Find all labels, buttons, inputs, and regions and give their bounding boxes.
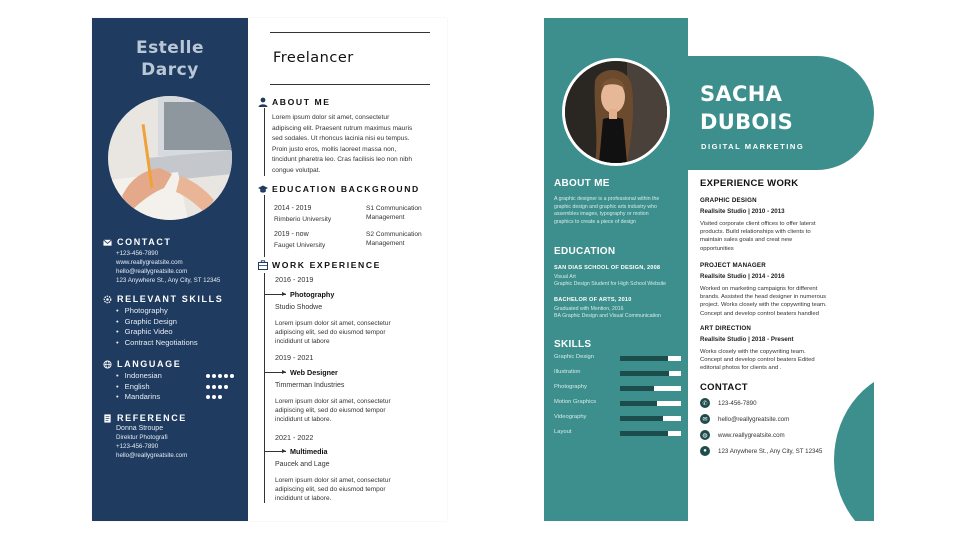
contact-address: 123 Anywhere St., Any City, ST 12345 [116, 277, 221, 284]
timeline-line [264, 195, 265, 257]
contact-email: ✉ hello@reallygreatsite.com [700, 414, 789, 424]
skill-bar [620, 416, 681, 421]
work-company: Studio Shodwe [275, 304, 323, 311]
skill-bar-fill [620, 401, 657, 406]
reference-email: hello@reallygreatsite.com [116, 452, 188, 459]
skill-row [554, 414, 682, 422]
education-school: BACHELOR OF ARTS, 2010 [554, 297, 632, 303]
globe-icon [103, 360, 112, 369]
list-item: • Graphic Video [116, 327, 198, 338]
education-title: EDUCATION [554, 246, 616, 257]
language-list [116, 371, 162, 403]
education-school: Fauget University [274, 242, 326, 249]
language-level-dots [206, 385, 228, 389]
language-title: LANGUAGE [103, 359, 181, 369]
skill-bar [620, 386, 681, 391]
education-detail: BA Graphic Design and Visual Communication [554, 313, 661, 319]
resume1-main [248, 18, 447, 521]
skill-bar [620, 371, 681, 376]
skill-bar-fill [620, 386, 654, 391]
work-title: WORK EXPERIENCE [258, 260, 381, 270]
timeline-arrow [282, 370, 286, 374]
contact-phone: ✆ 123-456-7890 [700, 398, 757, 408]
divider [270, 84, 430, 85]
skill-label: Motion Graphics [554, 399, 597, 405]
level-dot [218, 385, 222, 389]
skill-bar [620, 431, 681, 436]
first-name: SACHA [700, 82, 783, 106]
skill-bar-fill [620, 431, 668, 436]
about-text: A graphic designer is a professional within the graphic design and graphic arts industry who assembles images, typography or motion graphics to create a piece of design [554, 196, 660, 225]
skill-label: Illustration [554, 369, 581, 375]
level-dot [224, 374, 228, 378]
contact-website: ◍ www.reallygreatsite.com [700, 430, 785, 440]
education-title: EDUCATION BACKGROUND [258, 184, 420, 194]
work-years: 2021 - 2022 [275, 433, 314, 442]
document-icon [103, 414, 112, 423]
globe-icon: ◍ [700, 430, 710, 440]
job-description: Worked on marketing campaigns for different brands. Assisted the head designer in numerous project. Works closely with the copywriting team. Concept and develop control beaters handled [700, 286, 827, 317]
role-title: Freelancer [273, 50, 354, 66]
resume-sacha-dubois [544, 18, 874, 521]
skill-label: Videography [554, 414, 587, 420]
work-description: Lorem ipsum dolor sit amet, consectetur adipiscing elit, sed do eiusmod tempor incididunt ut labore. [275, 398, 391, 423]
list-item: • Photography [116, 306, 198, 317]
job-title: GRAPHIC DESIGN [700, 197, 757, 204]
contact-title: CONTACT [103, 237, 172, 247]
timeline-arrow [282, 449, 286, 453]
decorative-circle [834, 370, 874, 521]
skill-bar-fill [620, 371, 669, 376]
email-icon: ✉ [700, 414, 710, 424]
work-description: Lorem ipsum dolor sit amet, consectetur adipiscing elit, sed do eiusmod tempor incididunt ut labore [275, 320, 391, 345]
education-degree: Management [366, 240, 405, 247]
skill-bar-fill [620, 356, 668, 361]
level-dot [224, 385, 228, 389]
resume1-sidebar [92, 18, 248, 521]
education-degree: Management [366, 214, 405, 221]
contact-email: hello@reallygreatsite.com [116, 268, 188, 275]
contact-website: www.reallygreatsite.com [116, 259, 183, 266]
level-dot [212, 395, 216, 399]
reference-role: Direktur Photografi [116, 434, 168, 441]
reference-title: REFERENCE [103, 413, 187, 423]
list-item: • Indonesian [116, 371, 162, 382]
job-description: Works closely with the copywriting team. Concept and develop control beaters Edited editorial photos for clients and . [700, 349, 815, 372]
education-school: SAN DIAS SCHOOL OF DESIGN, 2008 [554, 265, 661, 271]
graduation-cap-icon [258, 184, 268, 194]
work-position: Web Designer [290, 368, 338, 377]
work-position: Photography [290, 290, 335, 299]
work-position: Multimedia [290, 447, 328, 456]
list-item: • Contract Negotiations [116, 338, 198, 349]
contact-address: ● 123 Anywhere St., Any City, ST 12345 [700, 446, 822, 456]
skill-row [554, 369, 682, 377]
job-company: Reallsite Studio | 2014 - 2016 [700, 273, 785, 280]
user-icon [258, 97, 268, 107]
contact-title: CONTACT [700, 382, 748, 393]
education-detail: Graphic Design Student for High School Website [554, 281, 667, 287]
education-years: 2019 - now [274, 231, 309, 238]
job-company: Reallsite Studio | 2010 - 2013 [700, 208, 785, 215]
skill-row [554, 399, 682, 407]
skill-bar-fill [620, 416, 663, 421]
reference-name: Donna Stroupe [116, 425, 164, 432]
list-item: • Graphic Design [116, 317, 198, 328]
email-icon [103, 238, 112, 247]
reference-phone: +123-456-7890 [116, 443, 159, 450]
education-detail: Visual Art [554, 274, 576, 280]
profile-photo [562, 58, 670, 166]
briefcase-icon [258, 260, 268, 270]
education-school: Rimberio University [274, 216, 332, 223]
gear-icon [103, 295, 112, 304]
education-years: 2014 - 2019 [274, 205, 312, 212]
skill-label: Graphic Design [554, 354, 594, 360]
about-text: Lorem ipsum dolor sit amet, consectetur adipiscing elit. Praesent rutrum maximus mauris sed sodales. Ut rhoncus lacinia nisi eu tempus. Proin justo eros, mollis laoreet massa non, tincidunt pharetra leo. Cras facilisis leo non nibh congue volutpat. [272, 114, 413, 174]
work-years: 2019 - 2021 [275, 353, 314, 362]
skills-title: RELEVANT SKILLS [103, 294, 223, 304]
profile-photo [108, 96, 232, 220]
work-description: Lorem ipsum dolor sit amet, consectetur adipiscing elit, sed do eiusmod tempor incididunt ut labore. [275, 477, 391, 502]
skill-row [554, 429, 682, 437]
work-years: 2016 - 2019 [275, 275, 314, 284]
level-dot [218, 374, 222, 378]
level-dot [206, 385, 210, 389]
work-company: Paucek and Lage [275, 461, 330, 468]
resume-estelle-darcy [92, 18, 447, 521]
about-title: ABOUT ME [258, 97, 331, 107]
list-item: • Mandarins [116, 392, 162, 403]
education-degree: S1 Communication [366, 205, 422, 212]
job-title: PROJECT MANAGER [700, 262, 766, 269]
level-dot [206, 395, 210, 399]
skill-row [554, 354, 682, 362]
education-detail: Graduated with Mention, 2016 [554, 306, 624, 312]
timeline-line [264, 108, 265, 176]
about-title: ABOUT ME [554, 178, 610, 189]
skill-bar [620, 356, 681, 361]
resume2-sidebar [544, 18, 688, 521]
list-item: • English [116, 382, 162, 393]
role-title: DIGITAL MARKETING [701, 142, 805, 151]
divider [270, 32, 430, 33]
job-description: Visited corporate client offices to offer laterst products. Build relationships with clients to maintain sales goals and creat new opportunities [700, 221, 816, 252]
language-level-dots [206, 395, 222, 399]
skills-title: SKILLS [554, 339, 592, 350]
location-icon: ● [700, 446, 710, 456]
skill-bar [620, 401, 681, 406]
level-dot [212, 374, 216, 378]
last-name: DUBOIS [700, 110, 794, 134]
contact-phone: +123-456-7890 [116, 250, 159, 257]
last-name: Darcy [141, 60, 199, 80]
skill-label: Layout [554, 429, 572, 435]
skill-row [554, 384, 682, 392]
level-dot [206, 374, 210, 378]
job-title: ART DIRECTION [700, 325, 752, 332]
experience-title: EXPERIENCE WORK [700, 178, 799, 189]
education-degree: S2 Communication [366, 231, 422, 238]
level-dot [212, 385, 216, 389]
language-level-dots [206, 374, 234, 378]
timeline-line [264, 273, 265, 503]
level-dot [218, 395, 222, 399]
level-dot [230, 374, 234, 378]
timeline-arrow [282, 292, 286, 296]
skill-label: Photography [554, 384, 587, 390]
work-company: Timmerman Industries [275, 382, 345, 389]
phone-icon: ✆ [700, 398, 710, 408]
job-company: Reallsite Studio | 2018 - Present [700, 336, 794, 343]
skills-list [116, 306, 198, 348]
first-name: Estelle [135, 38, 205, 58]
